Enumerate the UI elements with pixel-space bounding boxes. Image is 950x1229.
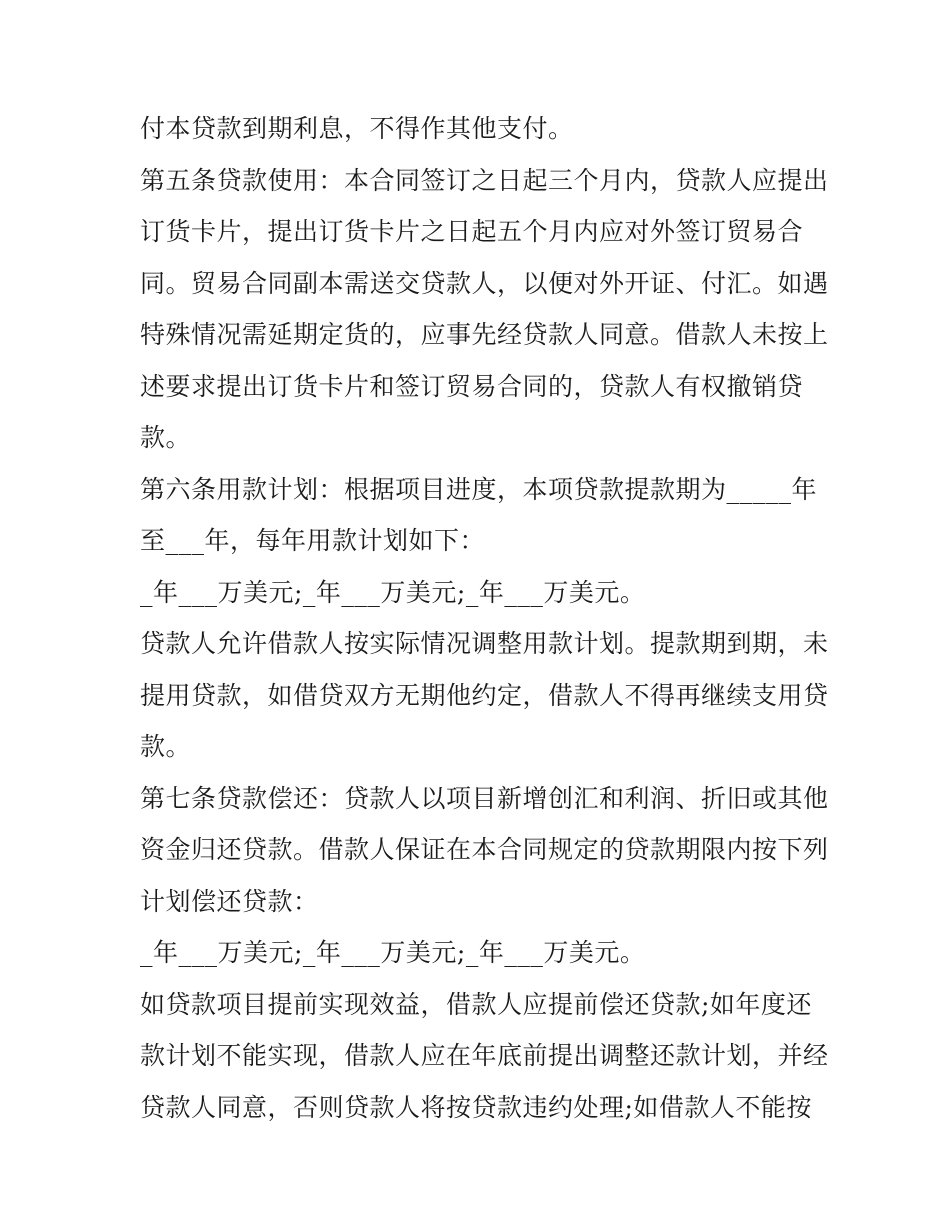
text-line: 如贷款项目提前实现效益，借款人应提前偿还贷款;如年度还 — [140, 989, 812, 1019]
text-line: 第五条贷款使用：本合同签订之日起三个月内，贷款人应提出 — [140, 165, 829, 195]
text-line: 第七条贷款偿还：贷款人以项目新增创汇和利润、折旧或其他 — [140, 783, 829, 813]
text-line: 计划偿还贷款： — [140, 886, 319, 916]
text-line: 付本贷款到期利息，不得作其他支付。 — [140, 114, 574, 143]
text-line: 至___年，每年用款计划如下： — [140, 526, 486, 555]
text-line: 提用贷款，如借贷双方无期他约定，借款人不得再继续支用贷 — [140, 680, 829, 710]
document-body — [140, 107, 829, 1137]
text-line: 贷款人允许借款人按实际情况调整用款计划。提款期到期，未 — [140, 629, 829, 658]
text-line: 款。 — [140, 423, 192, 452]
text-line: 特殊情况需延期定货的，应事先经贷款人同意。借款人未按上 — [140, 320, 829, 349]
text-line: 款计划不能实现，借款人应在年底前提出调整还款计划，并经 — [140, 1041, 829, 1070]
text-line: 款。 — [140, 732, 192, 761]
text-line: _年___万美元;_年___万美元;_年___万美元。 — [140, 938, 646, 967]
text-line: 订货卡片，提出订货卡片之日起五个月内应对外签订贸易合 — [140, 217, 804, 246]
text-line: 资金归还贷款。借款人保证在本合同规定的贷款期限内按下列 — [140, 835, 829, 864]
text-line: _年___万美元;_年___万美元;_年___万美元。 — [140, 577, 646, 607]
text-line: 同。贸易合同副本需送交贷款人，以便对外开证、付汇。如遇 — [140, 268, 829, 298]
text-line: 第六条用款计划：根据项目进度，本项贷款提款期为_____年 — [140, 474, 818, 504]
text-line: 述要求提出订货卡片和签订贸易合同的，贷款人有权撤销贷 — [140, 371, 804, 401]
text-line: 贷款人同意，否则贷款人将按贷款违约处理;如借款人不能按 — [140, 1092, 812, 1122]
